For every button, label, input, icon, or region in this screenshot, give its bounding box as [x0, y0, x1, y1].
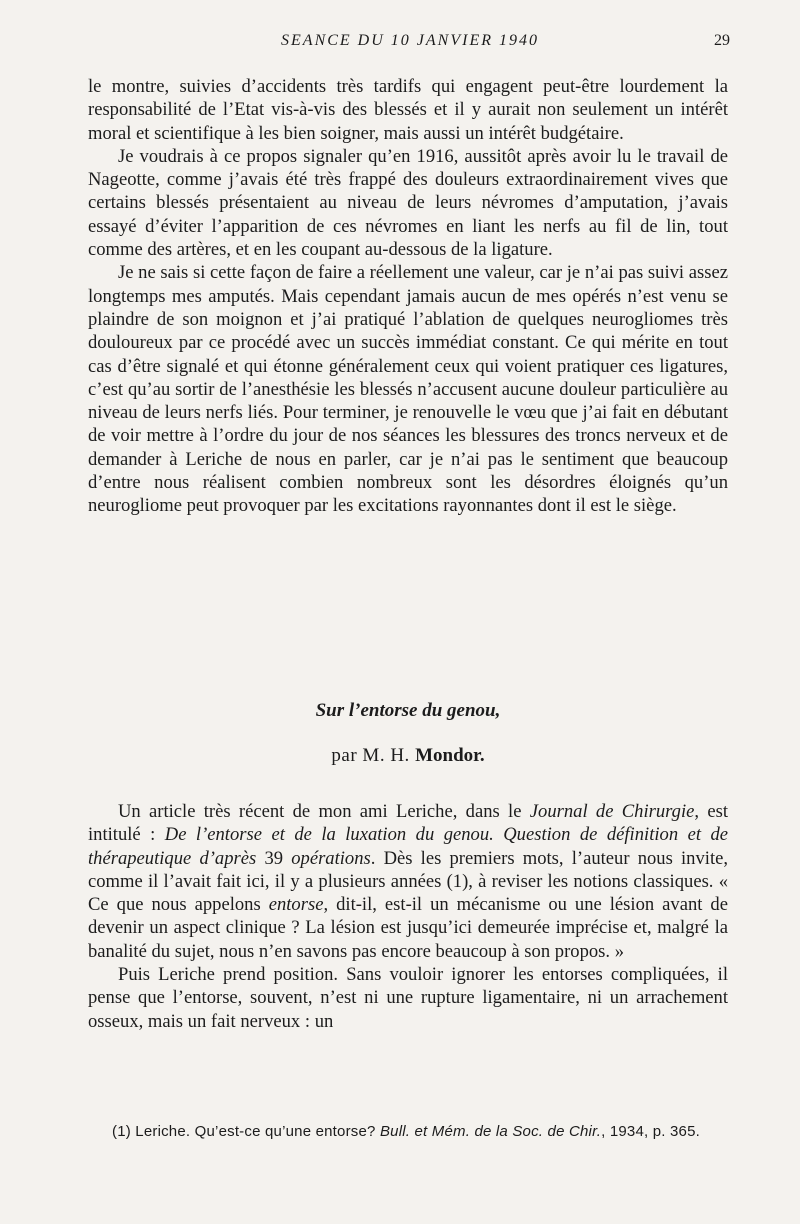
running-title: SEANCE DU 10 JANVIER 1940: [281, 32, 539, 49]
byline: [88, 745, 728, 767]
text-run: , est intitulé :: [88, 801, 729, 846]
paragraph: Je ne sais si cette façon de faire a réellement une valeur, car je n’ai pas suivi assez longtemps mes amputés. Mais cependant jamais aucun de mes opérés n’est venu se plaindre de son moignon et j’ai pratiqué l’ablation de quelques neurogliomes très douloureux par ce procédé avec un succès immédiat constant. Ce qui mérite en tout cas d’être signalé et qui étonne généralement ceux qui voient pratiquer ces ligatures, c’est qu’au sortir de l’anesthésie les blessés n’accusent aucune douleur particulière au niveau de leurs nerfs liés. Pour terminer, je renouvelle le vœu que j’ai fait en débutant de voir mettre à l’ordre du jour de nos séances les blessures des troncs nerveux et de demander à Leriche de nous en parler, car je n’ai pas le sentiment que beaucoup d’entre nous réalisent combien nombreux sont les désordres éloignés qu’un neurogliome peut provoquer par les excitations rayonnantes dont il est le siège.: [88, 262, 728, 517]
text-run: 39: [256, 847, 292, 869]
text-run: Un article très récent de mon ami Leriche, dans le: [118, 801, 530, 822]
emphasized-word: entorse: [268, 894, 324, 916]
article-text: [88, 800, 728, 1033]
journal-title: Journal de Chirurgie: [529, 801, 695, 822]
paragraph: [88, 800, 728, 963]
text-run: . Dès les premiers mots, l’auteur nous invite, comme il l’avait fait ici, il y a plusieurs années (1), à reviser les notions classiques. « Ce que nous appelons: [88, 847, 729, 916]
discussion-text: [88, 75, 728, 518]
cited-article-title: De l’entorse et de la luxation du genou. Question de définition et de thérapeutique d’après: [88, 824, 728, 869]
running-head: [90, 32, 730, 56]
author-name: Mondor.: [415, 745, 485, 766]
footnote-journal: Bull. et Mém. de la Soc. de Chir.: [379, 1123, 602, 1140]
text-run: , dit-il, est-il un mécanisme ou une lésion avant de devenir un aspect clinique ? La lésion est jusqu’ici demeurée imprécise et, malgré la banalité du sujet, nous n’en savons pas encore beaucoup à son propos. »: [88, 894, 728, 962]
article-title: Sur l’entorse du genou,: [315, 700, 501, 721]
paragraph: Je voudrais à ce propos signaler qu’en 1916, aussitôt après avoir lu le travail de Nageotte, comme j’avais été très frappé des douleurs extraordinairement vives que certains blessés présentaient au niveau de leurs névromes d’amputation, j’avais essayé d’éviter l’apparition de ces névromes en liant les nerfs au fil de lin, tout comme des artères, et en les coupant au-dessous de la ligature.: [88, 145, 728, 261]
byline-prefix: par M. H.: [331, 745, 416, 766]
cited-article-title-end: opérations: [291, 847, 371, 869]
paragraph: Puis Leriche prend position. Sans vouloir ignorer les entorses compliquées, il pense que l’entorse, souvent, n’est ni une rupture ligamentaire, ni un arrachement osseux, mais un fait nerveux : un: [88, 964, 728, 1032]
page-number: 29: [714, 32, 730, 49]
footnote: [88, 1122, 728, 1142]
footnote-text: (1) Leriche. Qu’est-ce qu’une entorse?: [112, 1123, 380, 1140]
paragraph-continued: le montre, suivies d’accidents très tardifs qui engagent peut-être lourdement la responsabilité de l’Etat vis-à-vis des blessés et il y aurait non seulement un intérêt moral et scientifique à les bien soigner, mais aussi un intérêt budgétaire.: [88, 76, 728, 144]
footnote-text: , 1934, p. 365.: [601, 1123, 701, 1140]
